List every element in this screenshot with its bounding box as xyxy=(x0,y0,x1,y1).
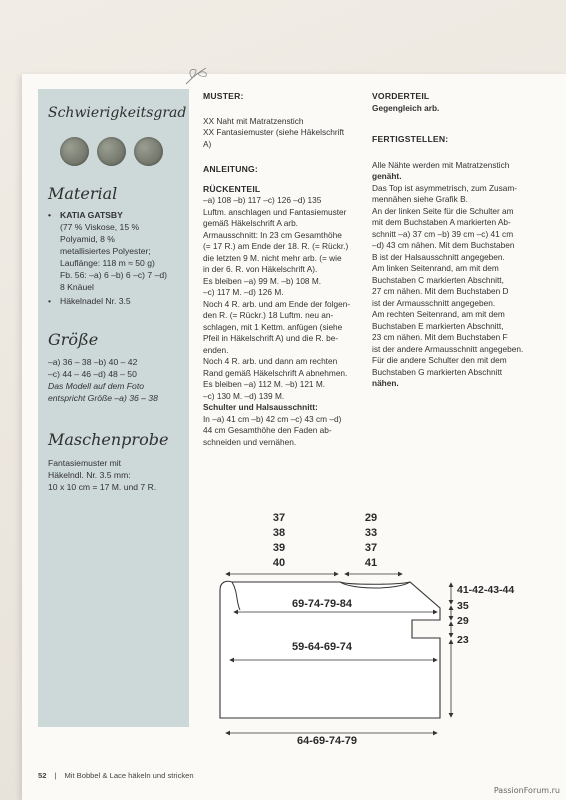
yarn-detail: Lauflänge: 118 m ≈ 50 g) xyxy=(60,258,155,268)
instruction-line: Es bleiben –a) 112 M. –b) 121 M. xyxy=(203,379,326,389)
instruction-line: enden. xyxy=(203,344,229,355)
finishing-line: Buchstaben C markierten Abschnitt, xyxy=(372,274,504,285)
finishing-line: Buchstaben G markierten Abschnitt xyxy=(372,366,503,377)
instructions-column xyxy=(203,91,365,448)
yarn-detail: metallisiertes Polyester; xyxy=(60,246,151,256)
finishing-line: nähen. xyxy=(372,378,399,388)
instruction-line: schlagen, mit 1 Kettm. anfügen (siehe xyxy=(203,321,343,332)
instruction-line: Noch 4 R. arb. und dann am rechten xyxy=(203,356,338,366)
hook-size: • Häkelnadel Nr. 3.5 xyxy=(48,295,188,307)
footer-title: Mit Bobbel & Lace häkeln und stricken xyxy=(64,771,194,780)
yarn-detail: Polyamid, 8 % xyxy=(60,234,115,244)
size-title: Größe xyxy=(48,330,99,349)
rueckenteil-heading: RÜCKENTEIL xyxy=(203,183,261,194)
vorderteil-heading: VORDERTEIL xyxy=(372,91,430,101)
gauge-line: Fantasiemuster mit xyxy=(48,458,122,468)
gauge-title: Maschenprobe xyxy=(48,430,169,449)
instruction-line: (= 17 R.) am Ende der 18. R. (= Rückr.) xyxy=(203,241,349,251)
height-29-label: 29 xyxy=(457,615,469,627)
mid-width-label: 59-64-69-74 xyxy=(292,641,352,653)
finishing-line: mit dem Buchstaben A markierten Ab- xyxy=(372,217,511,227)
page-number: 52 xyxy=(38,771,47,780)
top-height-label: 41-42-43-44 xyxy=(457,584,515,596)
finishing-line: B ist der Halsausschnitt angegeben. xyxy=(372,251,505,262)
finishing-line: Das Top ist asymmetrisch, zum Zusam- xyxy=(372,182,518,193)
finishing-line: Buchstaben E markierten Abschnitt, xyxy=(372,320,504,331)
anleitung-heading: ANLEITUNG: xyxy=(203,164,258,174)
footer-separator: | xyxy=(54,771,57,780)
shoulder-width-a: 37 xyxy=(272,512,286,524)
muster-line: XX Fantasiemuster (siehe Häkelschrift xyxy=(203,127,345,137)
instruction-line: In –a) 41 cm –b) 42 cm –c) 43 cm –d) xyxy=(203,413,342,424)
page-footer xyxy=(38,771,194,780)
finishing-line: schnitt –a) 37 cm –b) 39 cm –c) 41 cm xyxy=(372,228,514,239)
instruction-line: den R. (= Rückr.) 18 Luftm. neu an- xyxy=(203,310,334,320)
instruction-line: Noch 4 R. arb. und am Ende der folgen- xyxy=(203,298,351,309)
difficulty-rating xyxy=(60,137,163,166)
finishing-line: Alle Nähte werden mit Matratzenstich xyxy=(372,159,510,170)
finishing-line: 23 cm nähen. Mit dem Buchstaben F xyxy=(372,332,508,342)
muster-line: A) xyxy=(203,138,212,149)
gauge-line: Häkelndl. Nr. 3.5 mm: xyxy=(48,470,131,480)
size-list xyxy=(48,356,188,404)
size-line: –a) 36 – 38 –b) 40 – 42 xyxy=(48,357,138,367)
shoulder-width-d: 40 xyxy=(272,557,286,569)
yarn-ball-icon xyxy=(97,137,126,166)
finishing-column xyxy=(372,91,532,390)
size-note: Das Modell auf dem Foto xyxy=(48,381,145,391)
height-23-label: 23 xyxy=(457,634,469,646)
gauge-line: 10 x 10 cm = 17 M. und 7 R. xyxy=(48,482,157,492)
neck-width-c: 37 xyxy=(364,542,378,554)
yarn-detail: 8 Knäuel xyxy=(60,282,94,292)
finishing-line: Am linken Seitenrand, am mit dem xyxy=(372,263,499,273)
leaf-ornament-icon xyxy=(182,64,212,88)
finishing-line: Am rechten Seitenrand, am mit dem xyxy=(372,309,505,319)
bottom-width-label: 64-69-74-79 xyxy=(297,735,357,747)
finishing-line: –d) 43 cm nähen. Mit dem Buchstaben xyxy=(372,240,515,250)
shoulder-width-c: 39 xyxy=(272,542,286,554)
height-35-label: 35 xyxy=(457,600,469,612)
vorderteil-subtitle: Gegengleich arb. xyxy=(372,102,440,113)
finishing-line: An der linken Seite für die Schulter am xyxy=(372,205,514,216)
yarn-ball-icon xyxy=(134,137,163,166)
finishing-line: ist der Armausschnitt angegeben. xyxy=(372,297,496,308)
finishing-line: Für die andere Schulter den mit dem xyxy=(372,355,507,365)
size-line: –c) 44 – 46 –d) 48 – 50 xyxy=(48,369,137,379)
instruction-line: Luftm. anschlagen und Fantasiemuster xyxy=(203,206,347,217)
instruction-line: –c) 130 M. –d) 139 M. xyxy=(203,390,285,401)
instruction-line: die letzten 9 M. nicht mehr arb. (= wie xyxy=(203,252,342,263)
gauge-text xyxy=(48,457,188,493)
instruction-line: 44 cm Gesamthöhe den Faden ab- xyxy=(203,425,332,435)
muster-heading: MUSTER: xyxy=(203,91,244,101)
size-note: entspricht Größe –a) 36 – 38 xyxy=(48,393,158,403)
instruction-line: Pfeil in Häkelschrift A) und die R. be- xyxy=(203,333,339,343)
finishing-line: 27 cm nähen. Mit dem Buchstaben D xyxy=(372,286,509,296)
instruction-line: –a) 108 –b) 117 –c) 126 –d) 135 xyxy=(203,195,322,205)
yarn-detail: (77 % Viskose, 15 % xyxy=(60,222,140,232)
watermark: PassionForum.ru xyxy=(493,786,560,795)
neck-width-d: 41 xyxy=(364,557,378,569)
finishing-line: genäht. xyxy=(372,171,402,181)
material-list xyxy=(48,209,188,307)
instruction-line: –c) 117 M. –d) 126 M. xyxy=(203,287,284,297)
upper-width-label: 69-74-79-84 xyxy=(292,598,352,610)
instruction-line: Armausschnitt: In 23 cm Gesamthöhe xyxy=(203,229,342,240)
neck-width-a: 29 xyxy=(364,512,378,524)
instruction-line: Rand gemäß Häkelschrift A abnehmen. xyxy=(203,367,348,378)
yarn-name: • KATIA GATSBY xyxy=(48,209,188,221)
muster-line: XX Naht mit Matratzenstich xyxy=(203,115,304,126)
yarn-ball-icon xyxy=(60,137,89,166)
shoulder-width-b: 38 xyxy=(272,527,286,539)
material-title: Material xyxy=(48,184,118,203)
instruction-line: in der 6. R. von Häkelschrift A). xyxy=(203,264,318,274)
shoulder-heading: Schulter und Halsausschnitt: xyxy=(203,402,318,412)
neck-width-b: 33 xyxy=(364,527,378,539)
yarn-detail: Fb. 56: –a) 6 –b) 6 –c) 7 –d) xyxy=(60,270,168,280)
difficulty-title: Schwierigkeitsgrad xyxy=(48,105,187,121)
pattern-schematic xyxy=(0,500,566,760)
finishing-line: ist der andere Armausschnitt angegeben. xyxy=(372,343,524,354)
instruction-line: schneiden und vernähen. xyxy=(203,436,297,447)
instruction-line: gemäß Häkelschrift A arb. xyxy=(203,218,298,228)
finishing-line: mennähen siehe Grafik B. xyxy=(372,194,468,204)
instruction-line: Es bleiben –a) 99 M. –b) 108 M. xyxy=(203,275,322,286)
fertigstellen-heading: FERTIGSTELLEN: xyxy=(372,134,449,144)
